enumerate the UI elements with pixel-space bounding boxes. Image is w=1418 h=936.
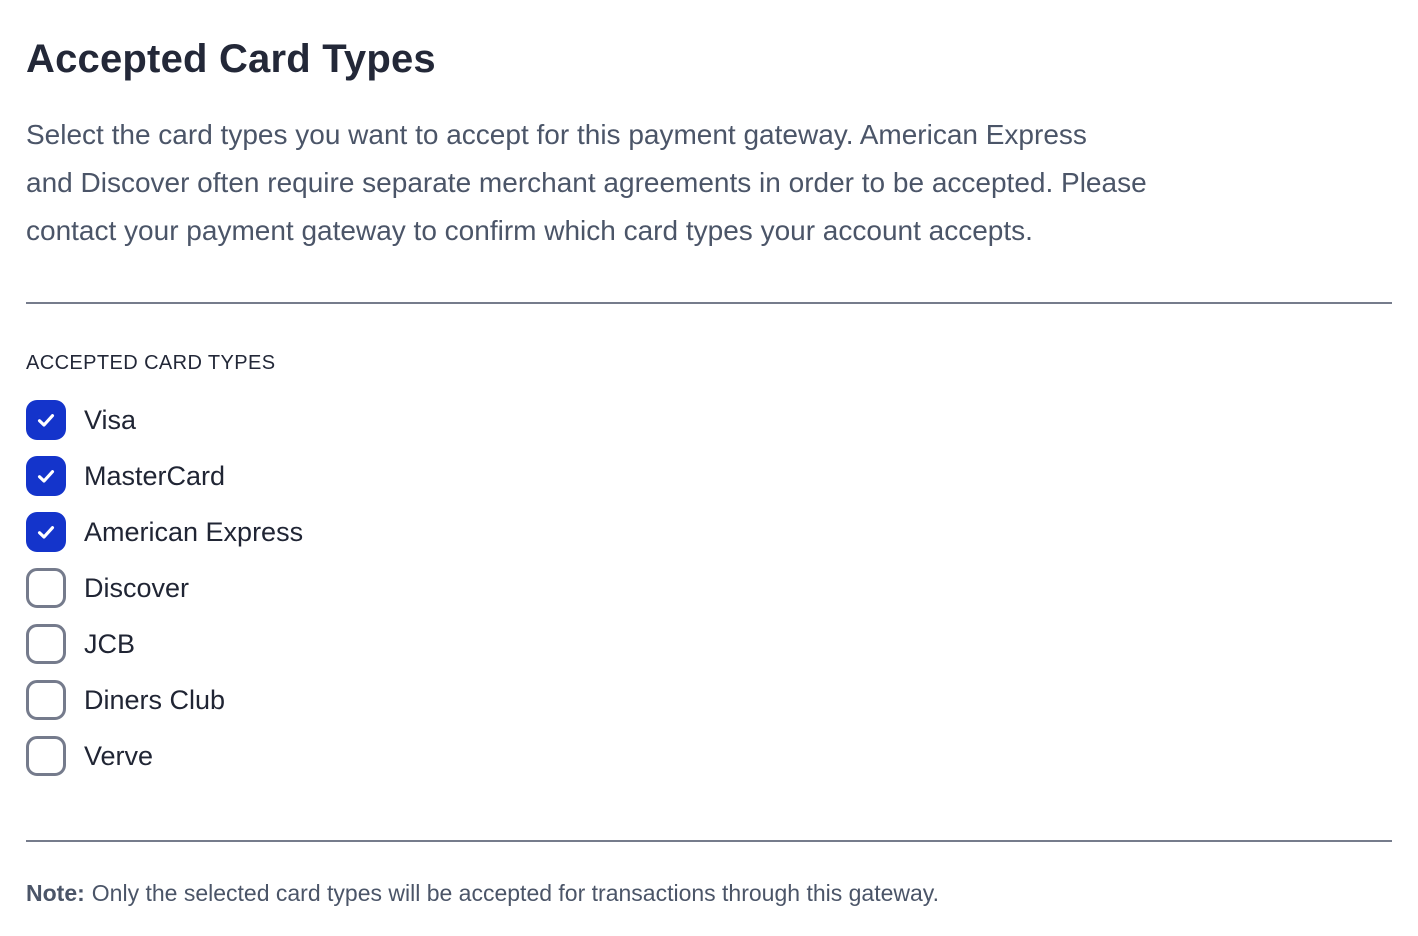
- card-type-row-discover[interactable]: [26, 568, 189, 608]
- description-line: contact your payment gateway to confirm which card types your account accepts.: [26, 215, 1033, 246]
- card-type-label: Diners Club: [84, 685, 226, 715]
- divider-bottom: [26, 840, 1392, 842]
- card-type-row-jcb[interactable]: [26, 624, 135, 664]
- check-icon: [34, 464, 58, 488]
- card-type-row-diners-club[interactable]: [26, 680, 225, 720]
- check-icon: [34, 408, 58, 432]
- checkbox-discover[interactable]: [26, 568, 66, 608]
- note-prefix: Note:: [26, 880, 85, 906]
- card-type-label: Discover: [84, 573, 190, 603]
- card-type-row-american-express[interactable]: [26, 512, 303, 552]
- card-type-list: [26, 400, 1392, 776]
- checkbox-diners-club[interactable]: [26, 680, 66, 720]
- page-title: Accepted Card Types: [26, 37, 436, 81]
- checkbox-mastercard[interactable]: [26, 456, 66, 496]
- description-line: and Discover often require separate merchant agreements in order to be accepted. Please: [26, 167, 1147, 198]
- section-label-accepted-card-types: ACCEPTED CARD TYPES: [26, 352, 276, 374]
- note: [26, 878, 1392, 908]
- divider-top: [26, 302, 1392, 304]
- checkbox-visa[interactable]: [26, 400, 66, 440]
- card-type-row-verve[interactable]: [26, 736, 153, 776]
- page-description: [26, 111, 1392, 255]
- description-line: Select the card types you want to accept for this payment gateway. American Express: [26, 119, 1087, 150]
- card-type-label: Verve: [84, 741, 154, 771]
- checkbox-jcb[interactable]: [26, 624, 66, 664]
- card-type-label: Visa: [84, 405, 137, 435]
- card-type-label: MasterCard: [84, 461, 226, 491]
- card-type-label: American Express: [84, 517, 304, 547]
- card-type-row-mastercard[interactable]: [26, 456, 225, 496]
- checkbox-verve[interactable]: [26, 736, 66, 776]
- note-text: Only the selected card types will be accepted for transactions through this gateway.: [91, 880, 939, 906]
- card-type-row-visa[interactable]: [26, 400, 136, 440]
- card-type-label: JCB: [84, 629, 136, 659]
- check-icon: [34, 520, 58, 544]
- checkbox-american-express[interactable]: [26, 512, 66, 552]
